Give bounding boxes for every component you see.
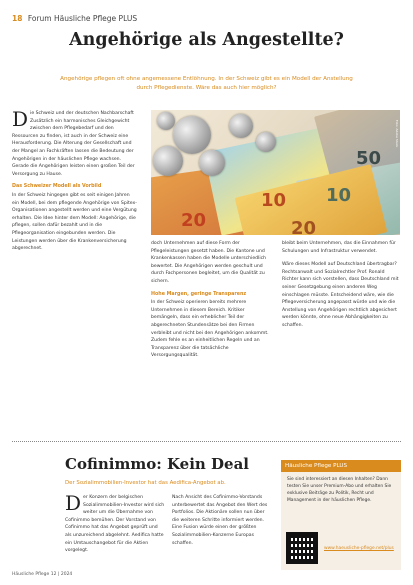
page-number: 18 — [12, 14, 23, 23]
paragraph — [65, 491, 165, 555]
coin — [153, 146, 183, 176]
promo-heading: Häusliche Pflege PLUS — [281, 460, 401, 472]
article-column-2 — [172, 494, 272, 549]
banknote-denomination: 20 — [291, 218, 317, 235]
coin — [229, 114, 253, 138]
paragraph-text: er Konzern der belgischen Sozialimmobilien-Investor wird sich weiter um die Übernahme von Cofinimmo bemühen. Der Vorstand von Cofinimmo hat das Angebot geprüft und als unzureichend abgelehnt. Aedifica hatte ein Umtauschangebot für die Aktien vorgelegt. — [65, 495, 165, 554]
page-footer: Häusliche Pflege 12 | 2024 — [12, 572, 73, 577]
banknote-denomination: 10 — [326, 185, 352, 206]
banknote-denomination: 20 — [181, 210, 207, 231]
paragraph: bleibt beim Unternehmen, das die Einnahmen für Schulungen und Infrastruktur verwendet. — [282, 241, 396, 254]
article-column-3 — [282, 240, 400, 332]
qr-code-icon[interactable] — [286, 532, 318, 564]
paragraph: Nach Ansicht des Cofinimmo-Vorstands unterbewertet das Angebot den Wert des Portfolios. Die Aktionäre sollen nun über die weiteren Schritte informiert werden. Eine Fusion würde einen der größten Sozialimmobilien-Konzerne Europas schaffen. — [172, 495, 268, 546]
section-heading: Hohe Margen, geringe Transparenz — [151, 291, 247, 297]
section-label: Forum Häusliche Pflege PLUS — [27, 14, 138, 23]
drop-cap: D — [12, 107, 29, 131]
banknote-denomination: 10 — [261, 190, 287, 211]
article-column-2 — [151, 240, 269, 362]
paragraph: Wäre dieses Modell auf Deutschland übertragbar? Rechtsanwalt und Sozialrechtler Prof. Ronald Richter kann sich vorstellen, dass Deutschland mit seiner Gesetzgebung einen anderen Weg einschlagen müsste. Entscheidend wäre, wie die Pflegeversicherung angepasst würde und wie die Anstellung von Angehörigen rechtlich abgesichert werden könnte, ohne neue Abhängigkeiten zu schaffen. — [282, 262, 399, 328]
banknote-denomination: 50 — [356, 148, 382, 169]
promo-text: Sie sind interessiert an diesen Inhalten? Dann testen Sie unser Premium-Abo und erhalten Sie exklusive Beiträge zu Politik, Recht und Management in der häuslichen Pflege. — [287, 477, 392, 503]
article-column-1 — [12, 107, 138, 255]
promo-box — [281, 460, 401, 570]
article-photo-banknotes — [151, 110, 400, 235]
paragraph: doch Unternehmen auf diese Form der Pflegeleistungen gesetzt haben. Die Kantone und Krankenkassen haben die Modelle unterschiedlich bewertet. Die Angehörigen werden geschult und durch Fachpersonen begleitet, um die Qualität zu sichern. — [151, 241, 267, 284]
coin — [157, 112, 175, 130]
coin — [199, 150, 225, 176]
paragraph: In der Schweiz hingegen gibt es seit einigen Jahren ein Modell, bei dem pflegende Angehörige von Spitex-Organisationen angestellt werden und eine Vergütung erhalten. Die Idee hinter dem Modell: Angehörige, die pflegen, sollen dafür bezahlt und in die Pflegeorganisation eingebunden werden. Die Leistungen werden über die Krankenversicherung abgerechnet. — [12, 192, 137, 252]
article-title: Cofinimmo: Kein Deal — [65, 455, 250, 473]
article-column-1 — [65, 491, 165, 557]
photo-credit: Foto: Adobe Stock — [395, 120, 399, 148]
page-header — [12, 14, 137, 23]
paragraph — [12, 107, 138, 178]
paragraph: In der Schweiz operieren bereits mehrere Unternehmen in diesem Bereich. Kritiker bemängeln, dass ein erheblicher Teil der abgerechneten Stundensätze bei den Firmen verbleibt und nicht bei den Angehörigen ankommt. Zudem fehle es an einheitlichen Regeln und an Transparenz über die tatsächliche Versorgungsqualität. — [151, 300, 269, 359]
article-title: Angehörige als Angestellte? — [69, 30, 344, 50]
drop-cap: D — [65, 491, 82, 515]
promo-link[interactable]: www.haeusliche-pflege.net/plus — [324, 546, 394, 551]
article-subtitle: Der Sozialimmobilien-Investor hat das Aedifica-Angebot ab. — [65, 480, 226, 486]
section-heading: Das Schweizer Modell als Vorbild — [12, 184, 102, 190]
article-divider — [12, 441, 401, 442]
coin — [173, 116, 211, 154]
paragraph-text: ie Schweiz und der deutschen Nachbarschaft Zusätzlich ein harmonisches Gleichgewicht zwischen dem Pflegebedarf und den Ressourcen zu finden, ist auch in der Schweiz eine Herausforderung. Die Alterung der Gesellschaft und der Mangel an Fachkräften lassen die Bedeutung der Angehörigen in der häuslichen Pflege wachsen. Gerade die Angehörigen leisten einen großen Teil der Versorgung zu Hause. — [12, 111, 135, 177]
coin — [256, 132, 276, 152]
article-subtitle: Angehörige pflegen oft ohne angemessene Entlöhnung. In der Schweiz gibt es ein Modell der Anstellung durch Pflegedienste. Wäre das auch hier möglich? — [60, 76, 353, 91]
